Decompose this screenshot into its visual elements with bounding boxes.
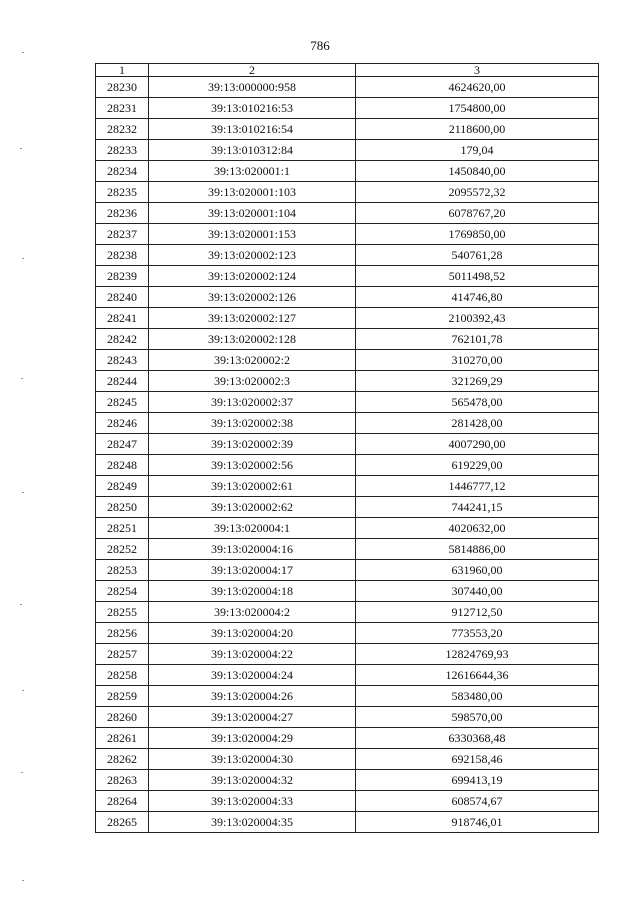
- row-number-cell: 28253: [96, 560, 149, 581]
- cadastral-number-cell: 39:13:020002:124: [149, 266, 356, 287]
- table-row: [96, 161, 599, 182]
- cadastral-number-cell: 39:13:020001:104: [149, 203, 356, 224]
- cadastral-value-cell: 12824769,93: [356, 644, 599, 665]
- cadastral-value-cell: 598570,00: [356, 707, 599, 728]
- table-row: [96, 224, 599, 245]
- cadastral-number-cell: 39:13:020004:17: [149, 560, 356, 581]
- row-number-cell: 28265: [96, 812, 149, 833]
- row-number-cell: 28259: [96, 686, 149, 707]
- cadastral-value-cell: 310270,00: [356, 350, 599, 371]
- cadastral-value-cell: 5011498,52: [356, 266, 599, 287]
- scan-mark: [20, 604, 22, 605]
- table-row: [96, 539, 599, 560]
- row-number-cell: 28234: [96, 161, 149, 182]
- cadastral-value-cell: 4020632,00: [356, 518, 599, 539]
- row-number-cell: 28230: [96, 77, 149, 98]
- table-row: [96, 686, 599, 707]
- column-header-1: 1: [96, 64, 149, 77]
- cadastral-number-cell: 39:13:020004:30: [149, 749, 356, 770]
- cadastral-value-cell: 762101,78: [356, 329, 599, 350]
- table-header-row: [96, 64, 599, 77]
- cadastral-value-cell: 5814886,00: [356, 539, 599, 560]
- table-row: [96, 665, 599, 686]
- scan-mark: [21, 772, 23, 773]
- table-row: [96, 770, 599, 791]
- cadastral-value-cell: 307440,00: [356, 581, 599, 602]
- cadastral-number-cell: 39:13:020004:2: [149, 602, 356, 623]
- table-row: [96, 203, 599, 224]
- row-number-cell: 28258: [96, 665, 149, 686]
- row-number-cell: 28232: [96, 119, 149, 140]
- table-row: [96, 413, 599, 434]
- row-number-cell: 28235: [96, 182, 149, 203]
- row-number-cell: 28257: [96, 644, 149, 665]
- cadastral-number-cell: 39:13:020002:126: [149, 287, 356, 308]
- cadastral-number-cell: 39:13:020002:38: [149, 413, 356, 434]
- row-number-cell: 28244: [96, 371, 149, 392]
- table-row: [96, 749, 599, 770]
- cadastral-number-cell: 39:13:020004:35: [149, 812, 356, 833]
- scan-mark: [22, 258, 24, 259]
- row-number-cell: 28263: [96, 770, 149, 791]
- table-row: [96, 245, 599, 266]
- table-row: [96, 371, 599, 392]
- table-row: [96, 707, 599, 728]
- cadastral-value-cell: 4007290,00: [356, 434, 599, 455]
- table-body: [96, 77, 599, 833]
- scan-mark: [22, 880, 24, 881]
- table-row: [96, 602, 599, 623]
- cadastral-value-cell: 1769850,00: [356, 224, 599, 245]
- table-row: [96, 350, 599, 371]
- cadastral-value-cell: 2095572,32: [356, 182, 599, 203]
- cadastral-value-cell: 12616644,36: [356, 665, 599, 686]
- cadastral-value-cell: 6078767,20: [356, 203, 599, 224]
- cadastral-number-cell: 39:13:020002:128: [149, 329, 356, 350]
- cadastral-value-cell: 631960,00: [356, 560, 599, 581]
- table-row: [96, 812, 599, 833]
- table-row: [96, 77, 599, 98]
- row-number-cell: 28245: [96, 392, 149, 413]
- cadastral-value-cell: 321269,29: [356, 371, 599, 392]
- row-number-cell: 28254: [96, 581, 149, 602]
- cadastral-number-cell: 39:13:010216:53: [149, 98, 356, 119]
- table-row: [96, 119, 599, 140]
- scan-mark: [20, 148, 22, 149]
- cadastral-number-cell: 39:13:020004:27: [149, 707, 356, 728]
- cadastral-number-cell: 39:13:010312:84: [149, 140, 356, 161]
- table-row: [96, 308, 599, 329]
- row-number-cell: 28252: [96, 539, 149, 560]
- cadastral-number-cell: 39:13:020004:32: [149, 770, 356, 791]
- cadastral-number-cell: 39:13:020004:1: [149, 518, 356, 539]
- row-number-cell: 28237: [96, 224, 149, 245]
- table-row: [96, 455, 599, 476]
- table-row: [96, 434, 599, 455]
- cadastral-number-cell: 39:13:020001:103: [149, 182, 356, 203]
- row-number-cell: 28231: [96, 98, 149, 119]
- cadastral-value-cell: 608574,67: [356, 791, 599, 812]
- cadastral-value-cell: 1754800,00: [356, 98, 599, 119]
- cadastral-value-cell: 281428,00: [356, 413, 599, 434]
- table-row: [96, 182, 599, 203]
- row-number-cell: 28260: [96, 707, 149, 728]
- row-number-cell: 28246: [96, 413, 149, 434]
- table-row: [96, 560, 599, 581]
- row-number-cell: 28243: [96, 350, 149, 371]
- table-row: [96, 518, 599, 539]
- table-row: [96, 581, 599, 602]
- cadastral-number-cell: 39:13:020004:22: [149, 644, 356, 665]
- cadastral-number-cell: 39:13:000000:958: [149, 77, 356, 98]
- scan-mark: [22, 52, 24, 53]
- cadastral-number-cell: 39:13:020002:127: [149, 308, 356, 329]
- row-number-cell: 28233: [96, 140, 149, 161]
- cadastral-value-cell: 773553,20: [356, 623, 599, 644]
- table-row: [96, 476, 599, 497]
- table-row: [96, 140, 599, 161]
- row-number-cell: 28256: [96, 623, 149, 644]
- cadastral-number-cell: 39:13:020002:56: [149, 455, 356, 476]
- table-row: [96, 497, 599, 518]
- column-header-3: 3: [356, 64, 599, 77]
- cadastral-value-cell: 583480,00: [356, 686, 599, 707]
- cadastral-value-cell: 692158,46: [356, 749, 599, 770]
- row-number-cell: 28238: [96, 245, 149, 266]
- cadastral-number-cell: 39:13:020004:20: [149, 623, 356, 644]
- table-row: [96, 644, 599, 665]
- page-number: 786: [310, 38, 330, 53]
- cadastral-value-cell: 179,04: [356, 140, 599, 161]
- cadastral-number-cell: 39:13:020004:29: [149, 728, 356, 749]
- cadastral-value-cell: 1450840,00: [356, 161, 599, 182]
- table-row: [96, 392, 599, 413]
- cadastral-value-cell: 4624620,00: [356, 77, 599, 98]
- cadastral-value-cell: 912712,50: [356, 602, 599, 623]
- cadastral-number-cell: 39:13:020001:1: [149, 161, 356, 182]
- cadastral-number-cell: 39:13:010216:54: [149, 119, 356, 140]
- scan-mark: [22, 492, 24, 493]
- table-row: [96, 287, 599, 308]
- row-number-cell: 28249: [96, 476, 149, 497]
- row-number-cell: 28242: [96, 329, 149, 350]
- column-header-2: 2: [149, 64, 356, 77]
- row-number-cell: 28264: [96, 791, 149, 812]
- row-number-cell: 28250: [96, 497, 149, 518]
- cadastral-value-cell: 918746,01: [356, 812, 599, 833]
- cadastral-value-cell: 619229,00: [356, 455, 599, 476]
- cadastral-value-table: [95, 63, 599, 833]
- row-number-cell: 28251: [96, 518, 149, 539]
- row-number-cell: 28240: [96, 287, 149, 308]
- cadastral-value-cell: 540761,28: [356, 245, 599, 266]
- scan-mark: [21, 378, 23, 379]
- cadastral-value-cell: 699413,19: [356, 770, 599, 791]
- table-row: [96, 791, 599, 812]
- row-number-cell: 28255: [96, 602, 149, 623]
- row-number-cell: 28239: [96, 266, 149, 287]
- cadastral-number-cell: 39:13:020002:39: [149, 434, 356, 455]
- cadastral-value-cell: 6330368,48: [356, 728, 599, 749]
- cadastral-number-cell: 39:13:020001:153: [149, 224, 356, 245]
- cadastral-number-cell: 39:13:020004:26: [149, 686, 356, 707]
- cadastral-number-cell: 39:13:020004:16: [149, 539, 356, 560]
- row-number-cell: 28262: [96, 749, 149, 770]
- cadastral-value-cell: 744241,15: [356, 497, 599, 518]
- cadastral-value-cell: 2100392,43: [356, 308, 599, 329]
- table-row: [96, 329, 599, 350]
- cadastral-value-cell: 2118600,00: [356, 119, 599, 140]
- cadastral-number-cell: 39:13:020002:61: [149, 476, 356, 497]
- cadastral-value-cell: 414746,80: [356, 287, 599, 308]
- cadastral-number-cell: 39:13:020004:24: [149, 665, 356, 686]
- row-number-cell: 28247: [96, 434, 149, 455]
- table-row: [96, 623, 599, 644]
- row-number-cell: 28248: [96, 455, 149, 476]
- cadastral-number-cell: 39:13:020002:3: [149, 371, 356, 392]
- cadastral-number-cell: 39:13:020002:62: [149, 497, 356, 518]
- cadastral-number-cell: 39:13:020002:2: [149, 350, 356, 371]
- row-number-cell: 28261: [96, 728, 149, 749]
- cadastral-number-cell: 39:13:020004:18: [149, 581, 356, 602]
- cadastral-value-cell: 565478,00: [356, 392, 599, 413]
- table-row: [96, 98, 599, 119]
- row-number-cell: 28236: [96, 203, 149, 224]
- row-number-cell: 28241: [96, 308, 149, 329]
- table-row: [96, 728, 599, 749]
- cadastral-value-cell: 1446777,12: [356, 476, 599, 497]
- cadastral-number-cell: 39:13:020002:37: [149, 392, 356, 413]
- table-row: [96, 266, 599, 287]
- cadastral-number-cell: 39:13:020002:123: [149, 245, 356, 266]
- cadastral-number-cell: 39:13:020004:33: [149, 791, 356, 812]
- scan-mark: [22, 690, 24, 691]
